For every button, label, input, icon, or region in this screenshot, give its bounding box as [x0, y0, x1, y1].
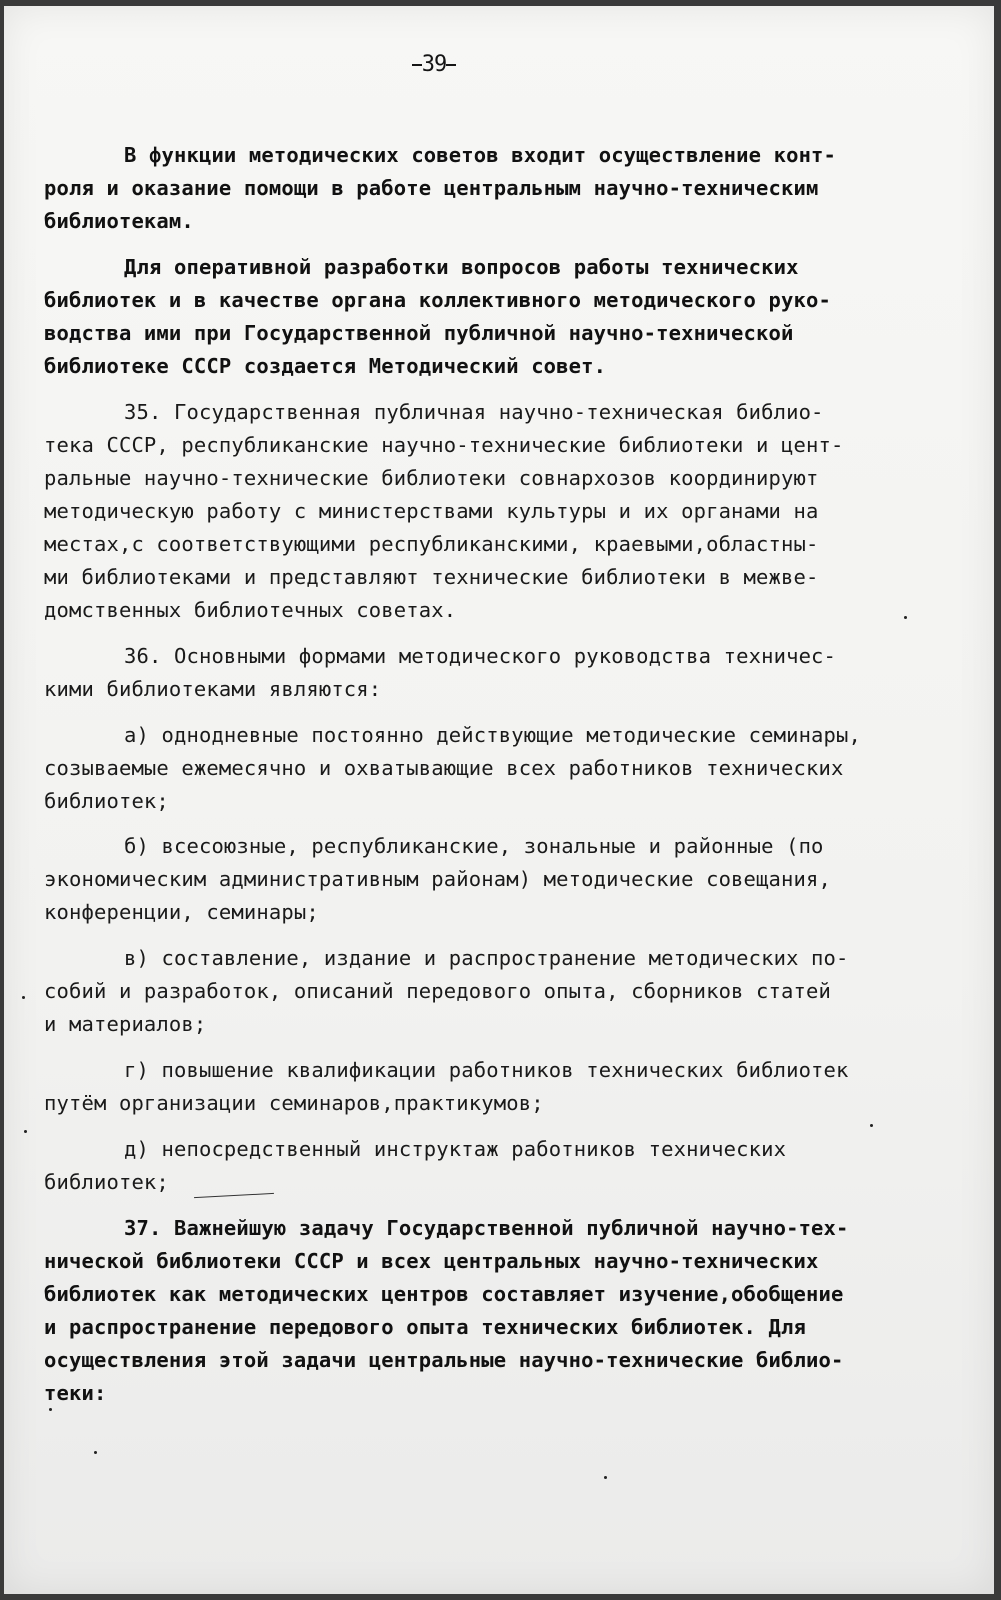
text-line: осуществления этой задачи центральные научно-технические библио- [44, 1348, 844, 1372]
text-line: тека СССР, республиканские научно-технические библиотеки и цент- [44, 433, 844, 457]
text-line: домственных библиотечных советах. [44, 598, 457, 622]
dust-speck [22, 996, 25, 999]
text-line: ральные научно-технические библиотеки совнархозов координируют [44, 466, 819, 490]
text-line: Для оперативной разработки вопросов работы технических [124, 255, 799, 279]
text-line: библиотек и в качестве органа коллективного методического руко- [44, 288, 831, 312]
text-line: 37. Важнейшую задачу Государственной публичной научно-тех- [124, 1216, 849, 1240]
dust-speck [94, 1451, 97, 1454]
dust-speck [24, 1130, 27, 1133]
text-line: нической библиотеки СССР и всех центральных научно-технических [44, 1249, 819, 1273]
text-line: 36. Основными формами методического руководства техничес- [124, 644, 837, 668]
text-line: конференции, семинары; [44, 900, 319, 924]
text-line: б) всесоюзные, республиканские, зональные и районные (по [124, 834, 824, 858]
dust-speck [604, 1476, 607, 1479]
dust-speck [904, 616, 907, 619]
text-line: экономическим административным районам) методические совещания, [44, 867, 831, 891]
text-line: и материалов; [44, 1012, 207, 1036]
pen-stroke [194, 1193, 274, 1198]
text-line: В функции методических советов входит осуществление конт- [124, 143, 837, 167]
text-line: роля и оказание помощи в работе центральным научно-техническим [44, 176, 819, 200]
text-line: водства ими при Государственной публичной научно-технической [44, 321, 794, 345]
text-line: библиотек; [44, 1170, 169, 1194]
text-line: библиотеке СССР создается Методический совет. [44, 354, 607, 378]
text-line: г) повышение квалификации работников технических библиотек [124, 1058, 849, 1082]
text-line: д) непосредственный инструктаж работников технических [124, 1137, 787, 1161]
text-line: теки: [44, 1381, 107, 1405]
text-line: собий и разработок, описаний передового опыта, сборников статей [44, 979, 831, 1003]
text-line: кими библиотеками являются: [44, 677, 382, 701]
text-line: созываемые ежемесячно и охватывающие всех работников технических [44, 756, 844, 780]
text-line: библиотек; [44, 789, 169, 813]
dust-speck [870, 1124, 873, 1127]
dust-speck [49, 1408, 52, 1411]
text-line: ми библиотеками и представляют технические библиотеки в межве- [44, 565, 819, 589]
text-line: местах,с соответствующими республиканскими, краевыми,областны- [44, 532, 819, 556]
text-line: и распространение передового опыта технических библиотек. Для [44, 1315, 807, 1339]
text-line: библиотекам. [44, 209, 194, 233]
text-line: 35. Государственная публичная научно-техническая библио- [124, 400, 824, 424]
document-page [4, 6, 994, 1594]
text-line: методическую работу с министерствами культуры и их органами на [44, 499, 819, 523]
page-number: 39 [394, 52, 474, 77]
text-line: а) однодневные постоянно действующие методические семинары, [124, 723, 862, 747]
text-line: путём организации семинаров,практикумов; [44, 1091, 544, 1115]
text-line: в) составление, издание и распространение методических по- [124, 946, 849, 970]
text-line: библиотек как методических центров составляет изучение,обобщение [44, 1282, 844, 1306]
